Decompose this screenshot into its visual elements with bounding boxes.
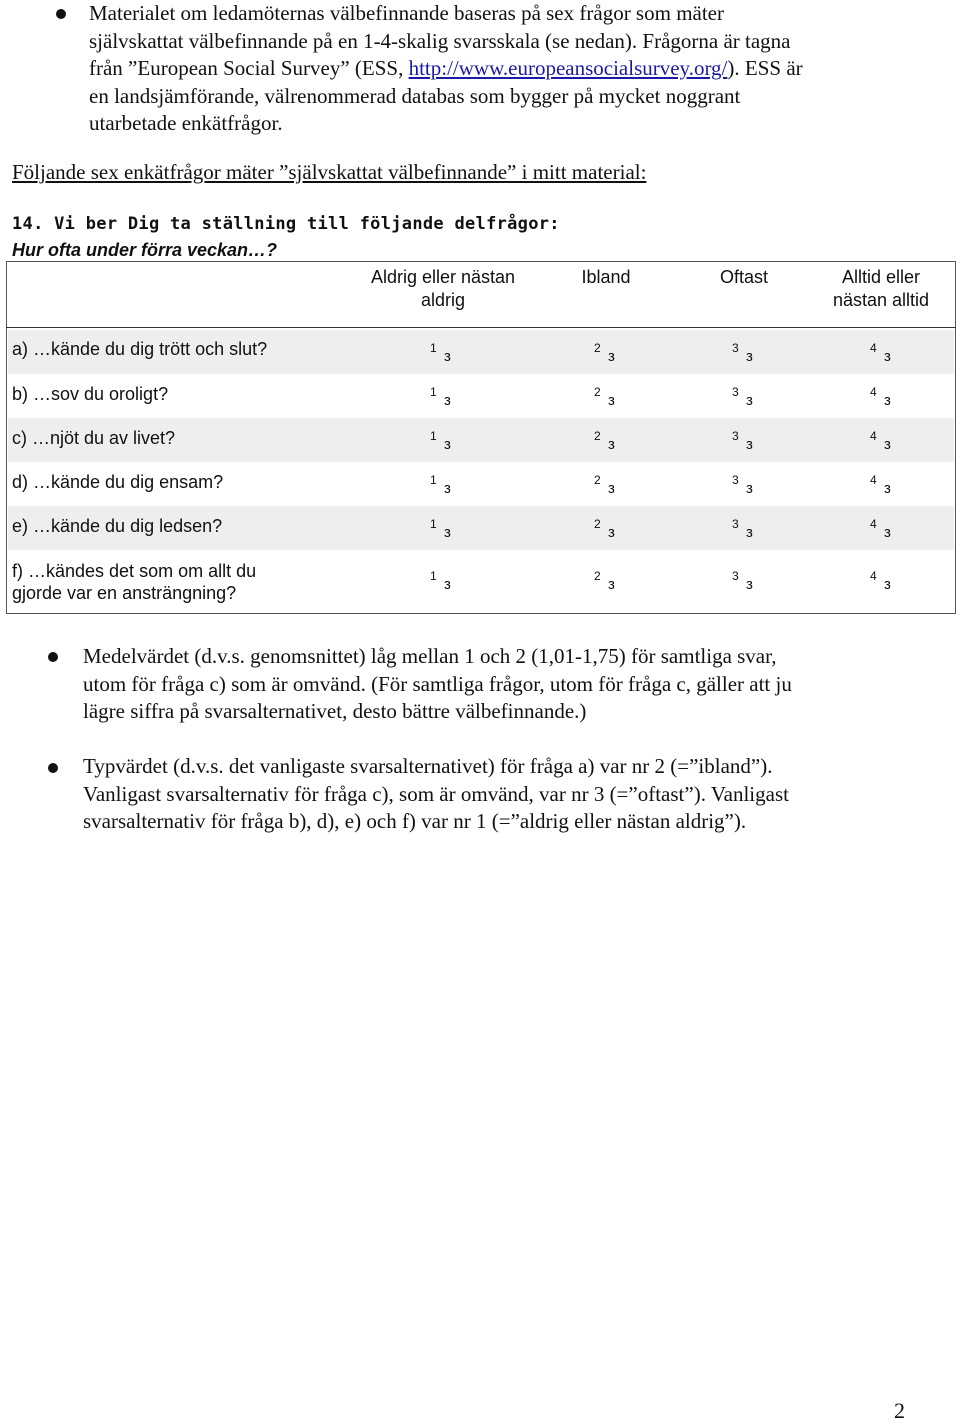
mode-paragraph bbox=[83, 753, 789, 836]
checkbox-icon[interactable]: з bbox=[444, 576, 451, 593]
checkbox-icon[interactable]: з bbox=[608, 576, 615, 593]
checkbox-icon[interactable]: з bbox=[884, 576, 891, 593]
checkbox-icon[interactable]: з bbox=[608, 392, 615, 409]
option-number: 2 bbox=[594, 517, 601, 531]
column-header-always-line-2: nästan alltid bbox=[832, 290, 930, 310]
option-number: 1 bbox=[430, 517, 437, 531]
mode-line-3: svarsalternativ för fråga b), d), e) och f) var nr 1 (=”aldrig eller nästan aldrig”). bbox=[83, 809, 747, 833]
column-header-always bbox=[812, 266, 950, 312]
intro-paragraph bbox=[89, 0, 803, 138]
intro-line-3 bbox=[89, 55, 803, 83]
intro-line-2: självskattat välbefinnande på en 1-4-skalig svarsskala (se nedan). Frågorna är tagna bbox=[89, 28, 791, 53]
option-number: 3 bbox=[732, 385, 739, 399]
option-number: 4 bbox=[870, 517, 877, 531]
question-row-c: c) …njöt du av livet? bbox=[12, 428, 176, 448]
intro-line-4: en landsjämförande, välrenommerad databas som bygger på mycket noggrant bbox=[89, 83, 741, 108]
question-row-b: b) …sov du oroligt? bbox=[12, 384, 169, 404]
mean-line-3: lägre siffra på svarsalternativet, desto bättre välbefinnande.) bbox=[83, 699, 587, 723]
column-header-never-line-2: aldrig bbox=[420, 290, 466, 310]
checkbox-icon[interactable]: з bbox=[444, 392, 451, 409]
checkbox-icon[interactable]: з bbox=[884, 524, 891, 541]
header-divider bbox=[6, 327, 956, 328]
question-row-f-line-1: f) …kändes det som om allt du bbox=[12, 561, 257, 581]
bullet-point-mode bbox=[48, 763, 58, 773]
option-number: 1 bbox=[430, 569, 437, 583]
checkbox-icon[interactable]: з bbox=[608, 436, 615, 453]
question-subtitle: Hur ofta under förra veckan…? bbox=[12, 240, 278, 260]
ess-link[interactable]: http://www.europeansocialsurvey.org/ bbox=[408, 56, 728, 80]
bullet-point-intro bbox=[56, 9, 66, 19]
checkbox-icon[interactable]: з bbox=[746, 436, 753, 453]
mode-line-1: Typvärdet (d.v.s. det vanligaste svarsalternativet) för fråga a) var nr 2 (=”ibland”). bbox=[83, 754, 773, 778]
question-row-f bbox=[12, 560, 256, 604]
mean-line-2: utom för fråga c) som är omvänd. (För samtliga frågor, utom för fråga c, gäller att ju bbox=[83, 671, 792, 696]
checkbox-icon[interactable]: з bbox=[608, 524, 615, 541]
option-number: 1 bbox=[430, 385, 437, 399]
question-title: 14. Vi ber Dig ta ställning till följande delfrågor: bbox=[12, 214, 560, 234]
column-header-sometimes-label: Ibland bbox=[581, 267, 631, 287]
option-number: 1 bbox=[430, 473, 437, 487]
checkbox-icon[interactable]: з bbox=[746, 480, 753, 497]
intro-line-3-post: ). ESS är bbox=[727, 56, 803, 80]
column-header-never-line-1: Aldrig eller nästan bbox=[370, 267, 516, 287]
checkbox-icon[interactable]: з bbox=[746, 524, 753, 541]
checkbox-icon[interactable]: з bbox=[608, 480, 615, 497]
checkbox-icon[interactable]: з bbox=[444, 480, 451, 497]
question-row-e: e) …kände du dig ledsen? bbox=[12, 516, 223, 536]
option-number: 2 bbox=[594, 385, 601, 399]
option-number: 4 bbox=[870, 429, 877, 443]
option-number: 2 bbox=[594, 429, 601, 443]
checkbox-icon[interactable]: з bbox=[884, 436, 891, 453]
option-number: 4 bbox=[870, 341, 877, 355]
option-number: 2 bbox=[594, 473, 601, 487]
option-number: 1 bbox=[430, 341, 437, 355]
page-number: 2 bbox=[894, 1398, 905, 1423]
checkbox-icon[interactable]: з bbox=[608, 348, 615, 365]
intro-line-3-pre: från ”European Social Survey” (ESS, bbox=[89, 56, 409, 80]
option-number: 3 bbox=[732, 517, 739, 531]
checkbox-icon[interactable]: з bbox=[444, 348, 451, 365]
option-number: 4 bbox=[870, 473, 877, 487]
bullet-point-mean bbox=[48, 652, 58, 662]
option-number: 2 bbox=[594, 341, 601, 355]
question-row-f-line-2: gjorde var en ansträngning? bbox=[12, 583, 237, 603]
checkbox-icon[interactable]: з bbox=[746, 348, 753, 365]
column-header-always-line-1: Alltid eller bbox=[841, 267, 921, 287]
mode-line-2: Vanligast svarsalternativ för fråga c), som är omvänd, var nr 3 (=”oftast”). Vanligast bbox=[83, 781, 789, 806]
checkbox-icon[interactable]: з bbox=[884, 392, 891, 409]
option-number: 3 bbox=[732, 429, 739, 443]
option-number: 1 bbox=[430, 429, 437, 443]
checkbox-icon[interactable]: з bbox=[884, 348, 891, 365]
option-number: 2 bbox=[594, 569, 601, 583]
mean-paragraph bbox=[83, 643, 792, 726]
checkbox-icon[interactable]: з bbox=[444, 436, 451, 453]
column-header-never bbox=[352, 266, 534, 312]
checkbox-icon[interactable]: з bbox=[746, 576, 753, 593]
intro-line-5: utarbetade enkätfrågor. bbox=[89, 111, 283, 135]
option-number: 4 bbox=[870, 385, 877, 399]
option-number: 3 bbox=[732, 341, 739, 355]
section-heading: Följande sex enkätfrågor mäter ”självskattat välbefinnande” i mitt material: bbox=[12, 160, 647, 184]
intro-line-1: Materialet om ledamöternas välbefinnande baseras på sex frågor som mäter bbox=[89, 1, 724, 25]
checkbox-icon[interactable]: з bbox=[884, 480, 891, 497]
question-row-a: a) …kände du dig trött och slut? bbox=[12, 339, 268, 359]
mean-line-1: Medelvärdet (d.v.s. genomsnittet) låg mellan 1 och 2 (1,01-1,75) för samtliga svar, bbox=[83, 644, 777, 668]
option-number: 4 bbox=[870, 569, 877, 583]
column-header-mostly bbox=[694, 266, 794, 289]
checkbox-icon[interactable]: з bbox=[746, 392, 753, 409]
column-header-sometimes bbox=[556, 266, 656, 289]
option-number: 3 bbox=[732, 569, 739, 583]
option-number: 3 bbox=[732, 473, 739, 487]
question-row-d: d) …kände du dig ensam? bbox=[12, 472, 224, 492]
checkbox-icon[interactable]: з bbox=[444, 524, 451, 541]
column-header-mostly-label: Oftast bbox=[719, 267, 768, 287]
